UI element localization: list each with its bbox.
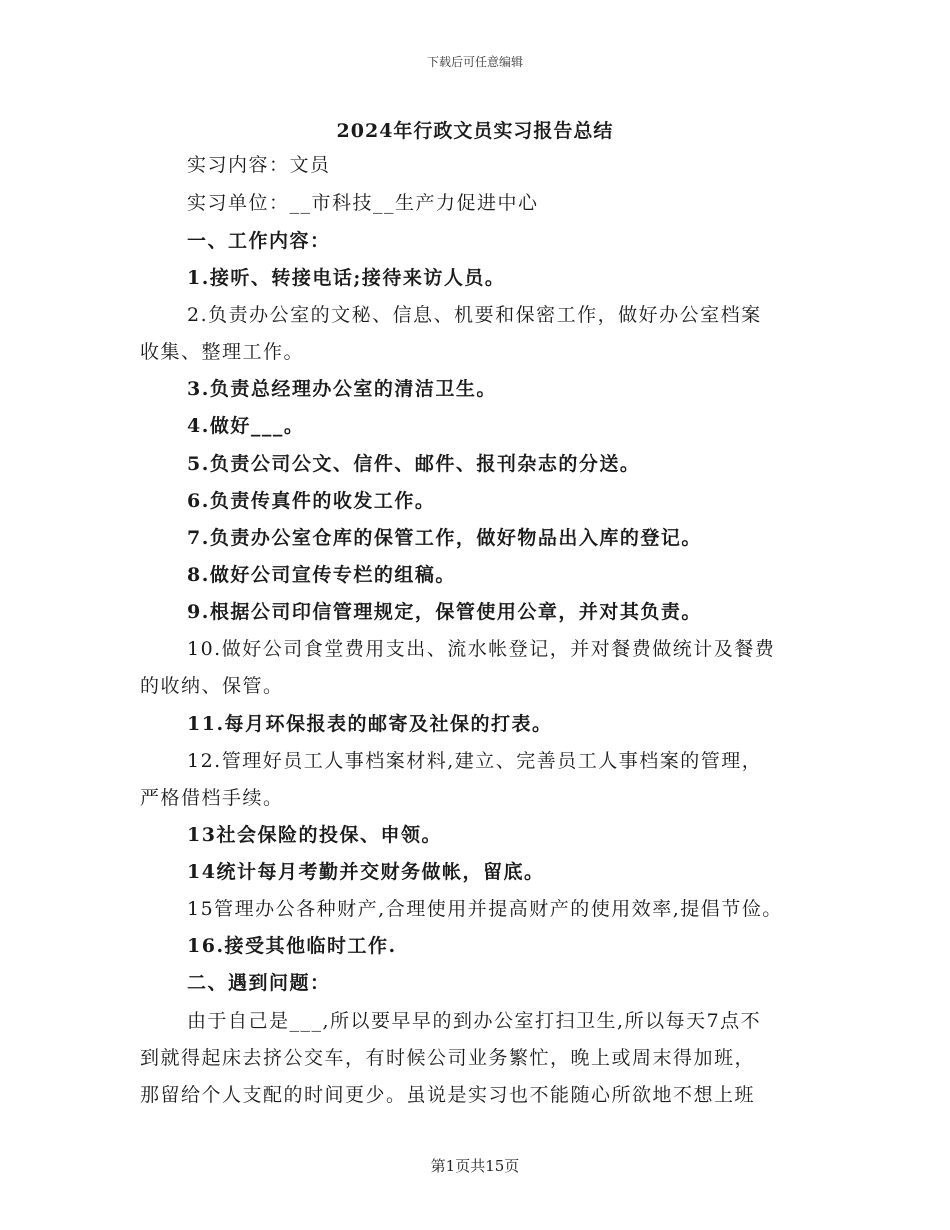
- paragraph-line: 16.接受其他临时工作.: [187, 935, 397, 957]
- paragraph-line: 一、工作内容：: [187, 230, 331, 252]
- paragraph-line: 6.负责传真件的收发工作。: [187, 490, 436, 512]
- paragraph-line: 12.管理好员工人事档案材料,建立、完善员工人事档案的管理，: [187, 750, 763, 772]
- paragraph-line: 实习内容：文员: [187, 154, 331, 176]
- paragraph-line: 3.负责总经理办公室的清洁卫生。: [187, 378, 497, 400]
- document-title: 2024年行政文员实习报告总结: [336, 120, 614, 142]
- paragraph-line: 1.接听、转接电话;接待来访人员。: [187, 267, 506, 289]
- paragraph-line: 4.做好___。: [187, 415, 305, 437]
- paragraph-line: 8.做好公司宣传专栏的组稿。: [187, 564, 456, 586]
- header-note: 下载后可任意编辑: [426, 55, 523, 69]
- paragraph-line: 严格借档手续。: [140, 787, 284, 809]
- paragraph-line: 二、遇到问题：: [187, 972, 331, 994]
- paragraph-line: 15管理办公各种财产,合理使用并提高财产的使用效率,提倡节俭。: [187, 898, 783, 920]
- paragraph-line: 到就得起床去挤公交车，有时候公司业务繁忙，晚上或周末得加班，: [140, 1047, 756, 1069]
- paragraph-line: 由于自己是___,所以要早早的到办公室打扫卫生,所以每天7点不: [187, 1010, 762, 1032]
- paragraph-line: 的收纳、保管。: [140, 675, 284, 697]
- paragraph-line: 7.负责办公室仓库的保管工作，做好物品出入库的登记。: [187, 527, 702, 549]
- paragraph-line: 那留给个人支配的时间更少。虽说是实习也不能随心所欲地不想上班: [140, 1084, 756, 1106]
- paragraph-line: 14统计每月考勤并交财务做帐，留底。: [187, 861, 545, 883]
- paragraph-line: 11.每月环保报表的邮寄及社保的打表。: [187, 713, 553, 735]
- paragraph-line: 2.负责办公室的文秘、信息、机要和保密工作，做好办公室档案: [187, 304, 762, 326]
- paragraph-line: 13社会保险的投保、申领。: [187, 824, 442, 846]
- paragraph-line: 收集、整理工作。: [140, 341, 305, 363]
- paragraph-line: 5.负责公司公文、信件、邮件、报刊杂志的分送。: [187, 453, 641, 475]
- paragraph-line: 9.根据公司印信管理规定，保管使用公章，并对其负责。: [187, 601, 702, 623]
- paragraph-line: 10.做好公司食堂费用支出、流水帐登记，并对餐费做统计及餐费: [187, 638, 776, 660]
- page-footer: 第1页共15页: [430, 1157, 520, 1175]
- paragraph-line: 实习单位：__市科技__生产力促进中心: [187, 192, 539, 214]
